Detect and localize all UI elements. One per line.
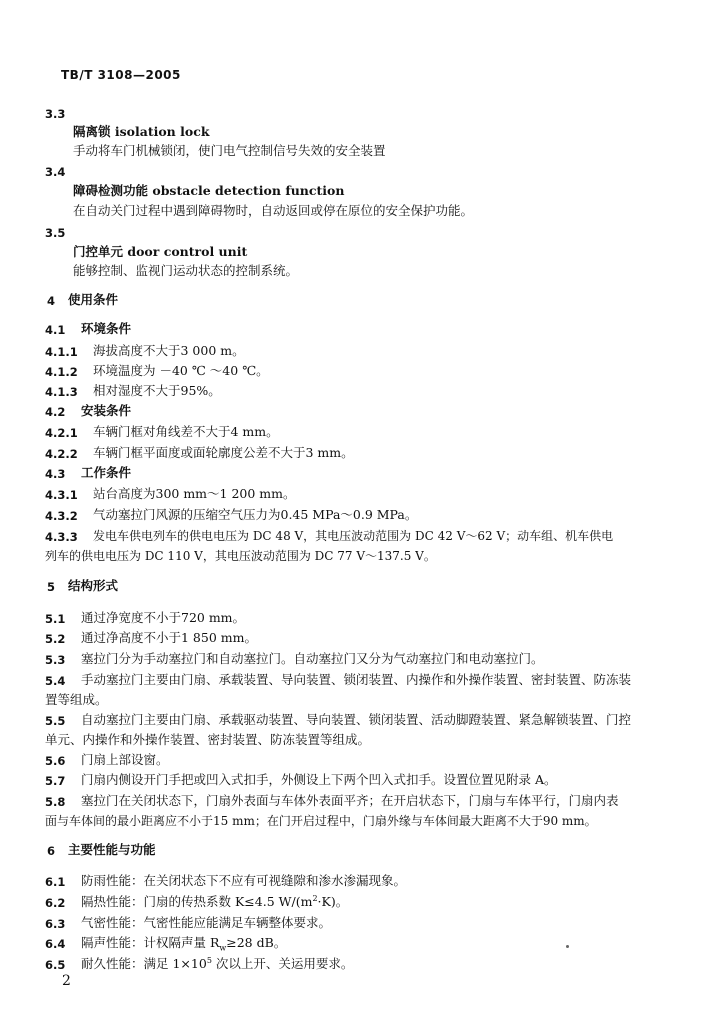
clause-text-continued: 面与车体间的最小距离应不小于15 mm；在门开启过程中，门扇外缘与车体间最大距离不大于90 mm。 [45, 814, 597, 828]
clause-number: 4.2.1 [45, 426, 78, 440]
clause-text-part: 次以上开、关运用要求。 [211, 956, 354, 971]
superscript: 5 [206, 955, 212, 965]
clause-text: 相对湿度不大于95%。 [93, 383, 221, 398]
clause-text-continued: 列车的供电电压为 DC 110 V，其电压波动范围为 DC 77 V～137.5 V。 [45, 549, 436, 563]
term-heading: 门控单元 door control unit [73, 244, 248, 259]
clause-number: 4.1.1 [45, 345, 78, 359]
clause-text: 防雨性能：在关闭状态下不应有可视缝隙和渗水渗漏现象。 [81, 873, 407, 888]
subsection-number: 6.4 [45, 937, 66, 951]
clause-text: 通过净宽度不小于720 mm。 [81, 610, 246, 625]
chapter-title: 使用条件 [68, 292, 119, 307]
clause-text: 塞拉门在关闭状态下，门扇外表面与车体外表面平齐；在开启状态下，门扇与车体平行，门扇内表 [81, 793, 619, 808]
clause-text-part: 隔热性能：门扇的传热系数 K≤4.5 W/(m [81, 894, 313, 909]
clause-number: 4.1.2 [45, 365, 78, 379]
section-number: 3.5 [45, 226, 66, 240]
scan-speck [566, 945, 569, 948]
clause-number: 4.3.1 [45, 488, 78, 502]
subscript: w [219, 943, 227, 953]
clause-text: 环境温度为 －40 ℃ ～40 ℃。 [93, 363, 269, 378]
chapter-number: 5 [47, 580, 56, 594]
section-number: 3.3 [45, 107, 66, 121]
subsection-number: 6.1 [45, 875, 66, 889]
clause-number: 4.3.3 [45, 530, 78, 544]
clause-text-part: ·K)。 [317, 894, 349, 909]
clause-text: 海拔高度不大于3 000 m。 [93, 343, 245, 358]
subsection-number: 5.5 [45, 714, 66, 728]
term-definition: 手动将车门机械锁闭，使门电气控制信号失效的安全装置 [73, 143, 386, 158]
clause-text: 通过净高度不小于1 850 mm。 [81, 630, 257, 645]
term-definition: 在自动关门过程中遇到障碍物时，自动返回或停在原位的安全保护功能。 [73, 203, 474, 218]
section-number: 3.4 [45, 165, 66, 179]
subsection-number: 5.6 [45, 754, 66, 768]
clause-text: 气密性能：气密性能应能满足车辆整体要求。 [81, 915, 332, 930]
subsection-number: 5.1 [45, 612, 66, 626]
subsection-number: 5.8 [45, 795, 66, 809]
clause-text: 塞拉门分为手动塞拉门和自动塞拉门。自动塞拉门又分为气动塞拉门和电动塞拉门。 [81, 651, 544, 666]
clause-number: 4.1.3 [45, 385, 78, 399]
standard-code: TB/T 3108—2005 [61, 68, 181, 82]
clause-number: 4.2.2 [45, 447, 78, 461]
clause-text: 发电车供电列车的供电电压为 DC 48 V，其电压波动范围为 DC 42 V～62 V；动车组、机车供电 [93, 529, 614, 543]
subsection-number: 4.2 [45, 405, 66, 419]
term-definition: 能够控制、监视门运动状态的控制系统。 [73, 263, 299, 278]
subsection-number: 6.2 [45, 896, 66, 910]
page-number: 2 [62, 973, 71, 989]
clause-text: 门扇内侧设开门手把或凹入式扣手，外侧设上下两个凹入式扣手。设置位置见附录 A。 [81, 772, 557, 787]
clause-text: 自动塞拉门主要由门扇、承载驱动装置、导向装置、锁闭装置、活动脚蹬装置、紧急解锁装置、门控 [81, 712, 632, 727]
clause-text [81, 935, 286, 951]
subsection-title: 工作条件 [81, 465, 132, 480]
superscript: 2 [312, 893, 318, 903]
clause-text: 站台高度为300 mm～1 200 mm。 [93, 486, 296, 501]
clause-text-part: 耐久性能：满足 1×10 [81, 956, 207, 971]
chapter-title: 结构形式 [68, 578, 119, 593]
clause-text [81, 956, 353, 972]
subsection-number: 6.5 [45, 958, 66, 972]
clause-text: 车辆门框对角线差不大于4 mm。 [93, 424, 279, 439]
clause-text-part: ≥28 dB。 [226, 935, 287, 950]
subsection-number: 5.3 [45, 653, 66, 667]
chapter-title: 主要性能与功能 [68, 842, 156, 857]
clause-text: 手动塞拉门主要由门扇、承载装置、导向装置、锁闭装置、内操作和外操作装置、密封装置、防冻装 [81, 672, 632, 687]
subsection-title: 安装条件 [81, 403, 132, 418]
subsection-number: 4.1 [45, 323, 66, 337]
clause-text: 门扇上部设窗。 [81, 752, 169, 767]
clause-text-part: 隔声性能：计权隔声量 R [81, 935, 220, 950]
subsection-number: 4.3 [45, 467, 66, 481]
subsection-number: 5.2 [45, 632, 66, 646]
subsection-number: 5.4 [45, 674, 66, 688]
chapter-number: 4 [47, 294, 56, 308]
clause-text [81, 894, 348, 910]
clause-text: 车辆门框平面度或面轮廓度公差不大于3 mm。 [93, 445, 354, 460]
term-heading: 障碍检测功能 obstacle detection function [73, 183, 345, 198]
subsection-number: 6.3 [45, 917, 66, 931]
chapter-number: 6 [47, 844, 56, 858]
clause-text-continued: 置等组成。 [45, 692, 108, 707]
clause-number: 4.3.2 [45, 509, 78, 523]
term-heading: 隔离锁 isolation lock [73, 124, 210, 139]
subsection-number: 5.7 [45, 774, 66, 788]
clause-text: 气动塞拉门风源的压缩空气压力为0.45 MPa～0.9 MPa。 [93, 507, 418, 522]
clause-text-continued: 单元、内操作和外操作装置、密封装置、防冻装置等组成。 [45, 732, 371, 747]
subsection-title: 环境条件 [81, 321, 132, 336]
